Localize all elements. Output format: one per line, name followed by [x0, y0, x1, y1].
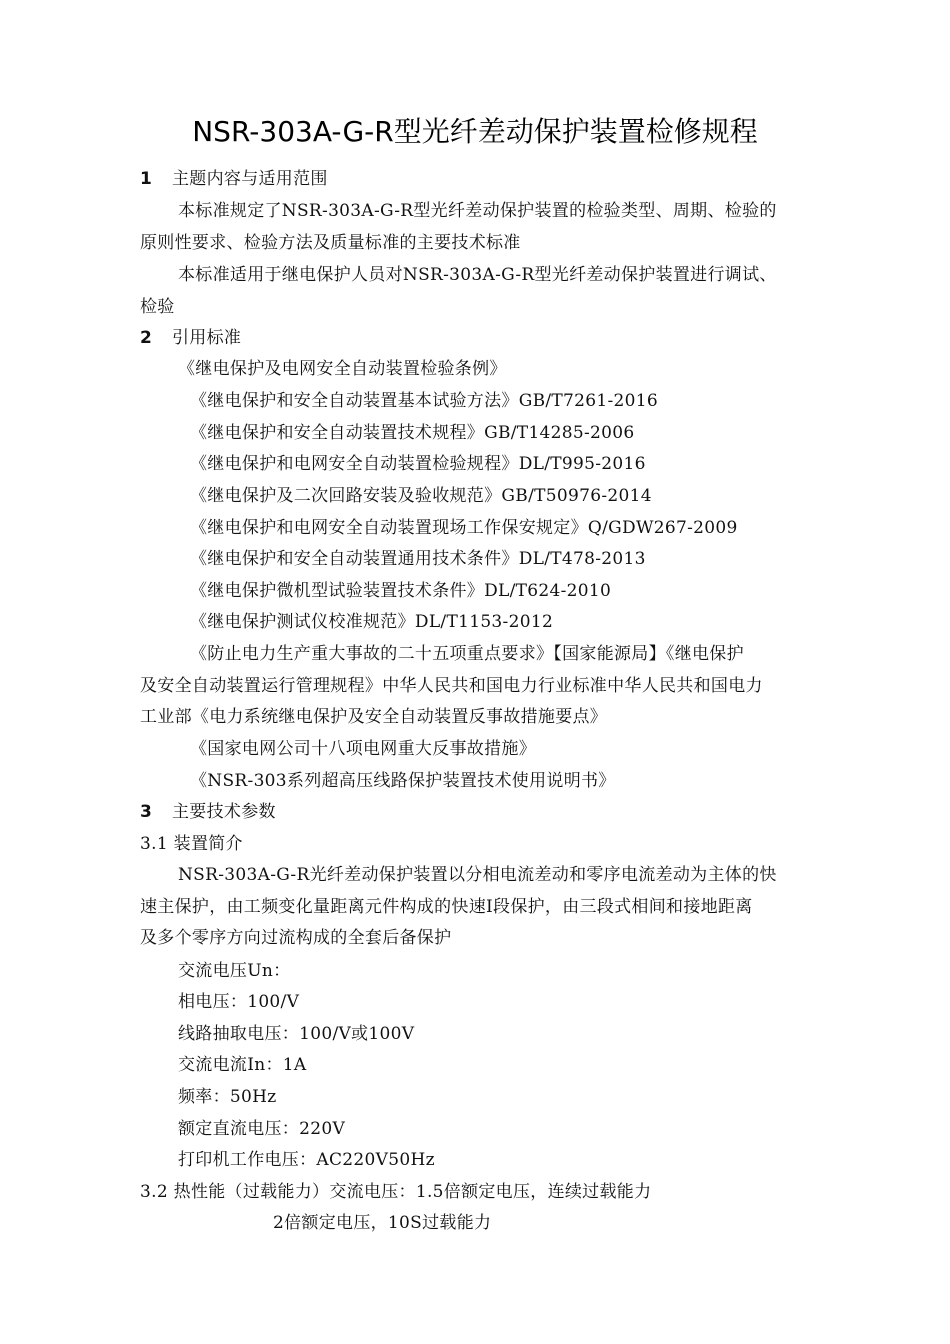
- document-title: NSR-303A-G-R型光纤差动保护装置检修规程: [192, 115, 758, 148]
- section-title: 引用标准: [172, 328, 242, 348]
- subsection-heading: 3.1 装置简介: [140, 834, 243, 854]
- reference-item: 《国家电网公司十八项电网重大反事故措施》: [190, 739, 536, 759]
- reference-item: 《NSR-303系列超高压线路保护装置技术使用说明书》: [190, 771, 616, 791]
- subsection-heading: 3.2 热性能（过载能力）交流电压：1.5倍额定电压，连续过载能力: [140, 1182, 652, 1202]
- reference-item: 《继电保护微机型试验装置技术条件》DL/T624-2010: [190, 581, 612, 601]
- reference-item: 《继电保护和安全自动装置基本试验方法》GB/T7261-2016: [190, 391, 659, 411]
- reference-item: 《继电保护和电网安全自动装置现场工作保安规定》Q/GDW267-2009: [190, 518, 738, 538]
- section-1-heading: [140, 163, 328, 195]
- section-number: 3: [140, 802, 153, 822]
- parameter-item: 线路抽取电压：100/V或100V: [178, 1024, 415, 1044]
- paragraph-line: 2倍额定电压，10S过载能力: [273, 1213, 492, 1233]
- reference-item: 及安全自动装置运行管理规程》中华人民共和国电力行业标准中华人民共和国电力: [140, 676, 763, 696]
- paragraph-line: 速主保护，由工频变化量距离元件构成的快速Ⅰ段保护，由三段式相间和接地距离: [140, 897, 753, 917]
- paragraph-line: 本标准适用于继电保护人员对NSR-303A-G-R型光纤差动保护装置进行调试、: [178, 265, 777, 285]
- reference-item: 《继电保护及电网安全自动装置检验条例》: [178, 359, 507, 379]
- section-title: 主题内容与适用范围: [172, 169, 328, 189]
- parameter-item: 交流电压Un：: [178, 961, 291, 981]
- section-2-heading: [140, 322, 241, 354]
- parameter-item: 频率：50Hz: [178, 1087, 277, 1107]
- reference-item: 《继电保护及二次回路安装及验收规范》GB/T50976-2014: [190, 486, 652, 506]
- paragraph-line: 本标准规定了NSR-303A-G-R型光纤差动保护装置的检验类型、周期、检验的: [178, 201, 777, 221]
- parameter-item: 打印机工作电压：AC220V50Hz: [178, 1150, 435, 1170]
- parameter-item: 交流电流In：1A: [178, 1055, 307, 1075]
- reference-item: 《继电保护测试仪校准规范》DL/T1153-2012: [190, 612, 554, 632]
- reference-item: 《继电保护和电网安全自动装置检验规程》DL/T995-2016: [190, 454, 646, 474]
- parameter-item: 额定直流电压：220V: [178, 1119, 346, 1139]
- paragraph-line: 及多个零序方向过流构成的全套后备保护: [140, 928, 452, 948]
- section-3-heading: [140, 796, 276, 828]
- paragraph-line: 检验: [140, 297, 175, 317]
- paragraph-line: 原则性要求、检验方法及质量标准的主要技术标准: [140, 233, 521, 253]
- reference-item: 《防止电力生产重大事故的二十五项重点要求》【国家能源局】《继电保护: [190, 644, 744, 664]
- parameter-item: 相电压：100/V: [178, 992, 300, 1012]
- reference-item: 《继电保护和安全自动装置通用技术条件》DL/T478-2013: [190, 549, 646, 569]
- section-number: 2: [140, 328, 153, 348]
- section-title: 主要技术参数: [172, 802, 276, 822]
- reference-item: 工业部《电力系统继电保护及安全自动装置反事故措施要点》: [140, 707, 608, 727]
- section-number: 1: [140, 169, 153, 189]
- reference-item: 《继电保护和安全自动装置技术规程》GB/T14285-2006: [190, 423, 635, 443]
- paragraph-line: NSR-303A-G-R光纤差动保护装置以分相电流差动和零序电流差动为主体的快: [178, 865, 777, 885]
